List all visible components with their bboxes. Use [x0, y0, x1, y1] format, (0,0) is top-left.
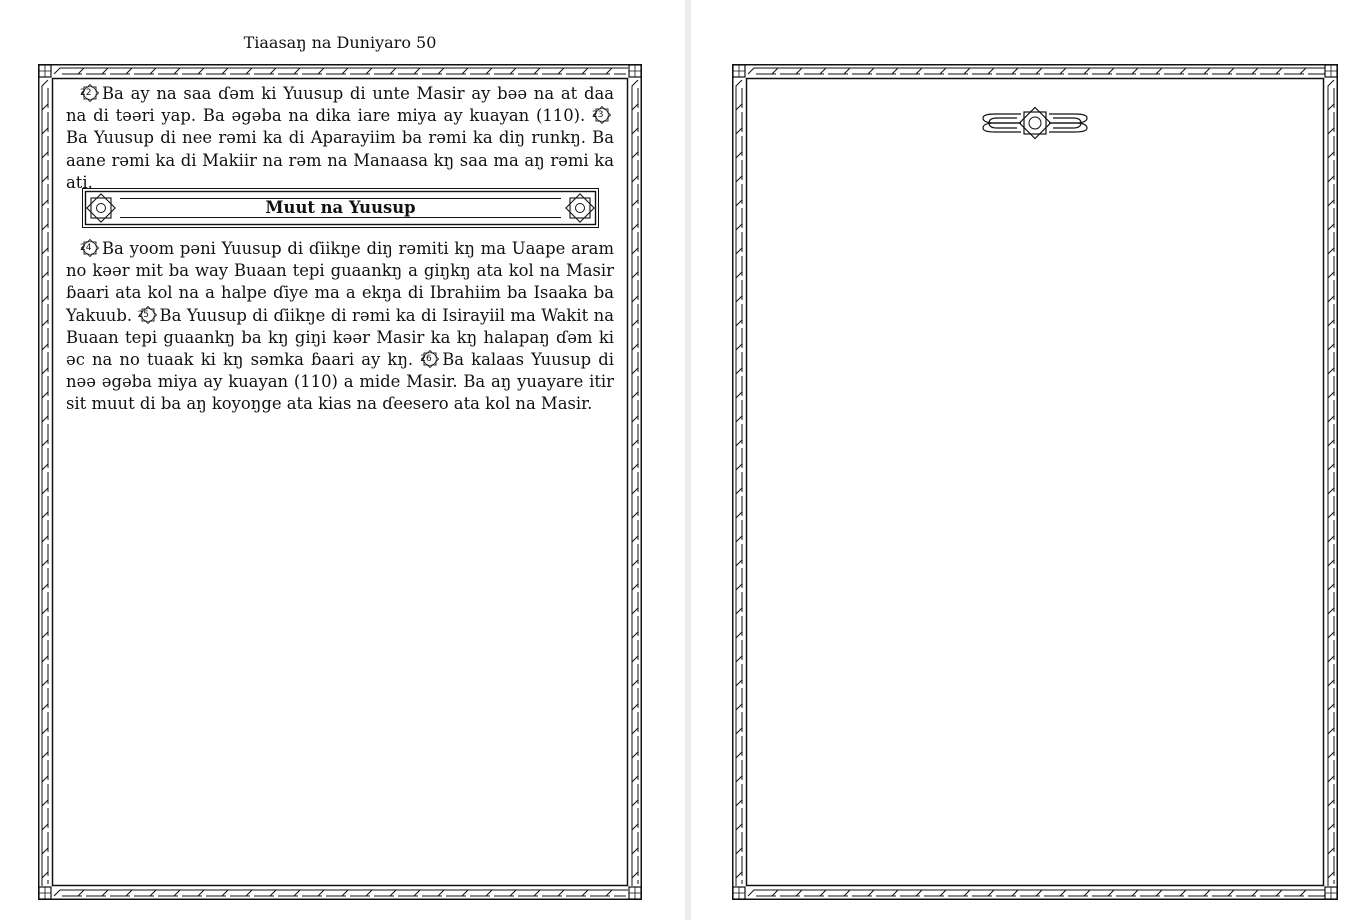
verse-number-icon [138, 305, 158, 325]
text-block-1 [66, 83, 614, 194]
verse-number: 26 [420, 354, 432, 365]
verse-number: 22 [80, 88, 92, 98]
verse-number: 25 [137, 309, 149, 320]
knot-ornament-icon [981, 106, 1089, 140]
verse-text: Ba Yuusup di ɗiikŋe di rəmi ka di Isirayiil ma Wakit na Buaan tepi guaankŋ ba kŋ giŋi kəər Masir ka kŋ halapaŋ ɗəm ki əc na no tuaak ki kŋ səmka ɓaari ay kŋ. [66, 305, 614, 370]
verse-number: 23 [592, 110, 604, 121]
verse-number-icon [80, 83, 100, 103]
verse-text: Ba ay na saa ɗəm ki Yuusup di unte Masir ay bəə na at daa na di təəri yap. Ba əgəba na dika iare miya ay kuayan (110). [66, 84, 614, 126]
verse-text: Ba yoom pəni Yuusup di ɗiikŋe diŋ rəmiti kŋ ma Uaape aram no kəər mit ba way Buaan tepi guaankŋ a giŋkŋ ata kol na Masir ɓaari ata kol na a halpe ɗiye ma a ekŋa di Ibrahiim ba Isaaka ba Yakuub. [66, 239, 614, 325]
paragraph [66, 83, 614, 194]
verse-number-icon [592, 105, 612, 125]
verse-text: Ba kalaas Yuusup di nəə əgəba miya ay kuayan (110) a mide Masir. Ba aŋ yuayare itir sit muut di ba aŋ koyoŋge ata kias na ɗeesero ata kol na Masir. [66, 350, 614, 414]
section-title: Muut na Yuusup [265, 198, 416, 217]
right-page-border [732, 64, 1338, 900]
section-banner [82, 188, 599, 228]
text-block-2 [66, 238, 614, 416]
page-gutter [685, 0, 691, 920]
verse-number-icon [80, 238, 100, 258]
page-header: Tiaasaŋ na Duniyaro 50 [243, 33, 437, 52]
verse-text: Ba Yuusup di nee rəmi ka di Aparayiim ba rəmi ka diŋ runkŋ. Ba aane rəmi ka di Makiir na rəm na Manaasa kŋ saa ma aŋ rəmi ka ati. [66, 128, 614, 192]
verse-number-icon [420, 349, 440, 369]
verse-number: 24 [80, 243, 92, 253]
paragraph [66, 238, 614, 416]
